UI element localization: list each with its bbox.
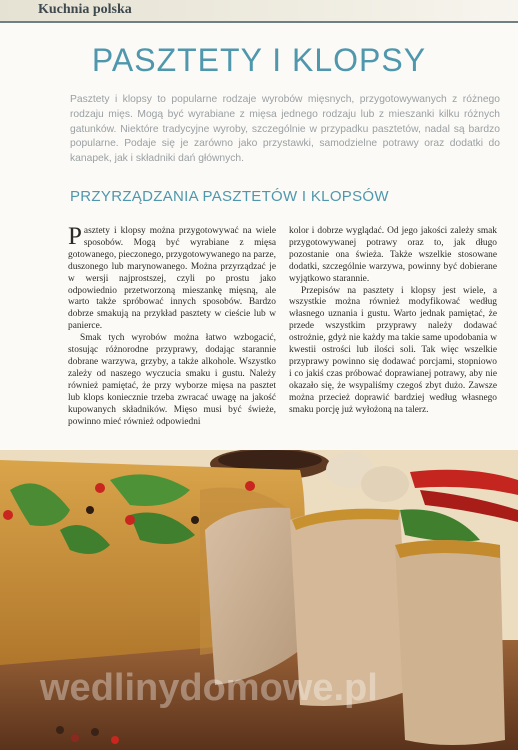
body-paragraph	[68, 223, 276, 333]
body-paragraph: Smak tych wyrobów można łatwo wzbogacić, stosując różnorodne przyprawy, dodając starannie dobrane warzywa, grzyby, a także alkohole. Wszystko zależy od naszego wyczucia smaku i gustu. Należy również pamiętać, że przy wyborze mięsa na pasztet lub klops koniecznie trzeba zwracać uwagę na jakość kupowanych składników. Mięso musi być świeże, powinno mieć również odpowiedni	[68, 333, 276, 427]
lead-paragraph: Pasztety i klopsy to popularne rodzaje wyrobów mięsnych, przygotowywanych z różnego rodzaju mięs. Mogą być wyrabiane z mięsa jednego rodzaju lub z mieszanki kilku różnych gatunków. Niektóre tradycyjne wyroby, szczególnie w przypadku pasztetów, nadal są bardzo popularne. Podaje się je zarówno jako przystawki, samodzielne potrawy oraz dodatki do kanapek, jak i składniki dań głównych.	[70, 94, 500, 165]
header-rule	[0, 21, 518, 23]
body-column-right	[289, 226, 497, 417]
page-title: PASZTETY I KLOPSY	[91, 42, 427, 78]
watermark: wedlinydomowe.pl	[40, 667, 378, 709]
drop-cap: P	[68, 223, 82, 250]
section-label: Kuchnia polska	[38, 2, 132, 17]
body-paragraph: Przepisów na pasztety i klopsy jest wiele, a wszystkie można również modyfikować według własnego uznania i gustu. Warto jednak pamiętać, że przede wszystkim przyprawy należy dodawać ostrożnie, gdyż nie każdy ma takie same upodobania w kwestii ostrości lub ilości soli. Tak więc wszelkie przyprawy powinno się dodawać porcjami, stopniowo i co jakiś czas próbować doprawianej potrawy, aby nie okazało się, że wsypaliśmy czegoś zbyt dużo. Zawsze można przecież doprawić bardziej według własnego smaku porcję już wyłożoną na talerz.	[289, 285, 497, 415]
body-column-left	[68, 223, 276, 428]
body-paragraph: kolor i dobrze wyglądać. Od jego jakości zależy smak przygotowywanej potrawy oraz to, jak długo pozostanie ona świeża. Także wszelkie stosowane dodatki, szczególnie warzywa, powinny być dobierane wyjątkowo starannie.	[289, 226, 497, 284]
food-photo	[0, 450, 518, 750]
section-heading: PRZYRZĄDZANIA PASZTETÓW I KLOPSÓW	[70, 188, 389, 205]
paragraph-text: asztety i klopsy można przygotowywać na wiele sposobów. Mogą być wyrabiane z mięsa gotowanego, pieczonego, przygotowywanego na parze, duszonego lub marynowanego. Można przyrządzać je w wersji najprostszej, czyli po prostu jako odpowiednio przetworzoną mieszankę mięsną, ale warto także spróbować innych sposobów. Bardzo dobrze smakują na przykład pasztety w cieście lub w panierce.	[68, 226, 276, 332]
